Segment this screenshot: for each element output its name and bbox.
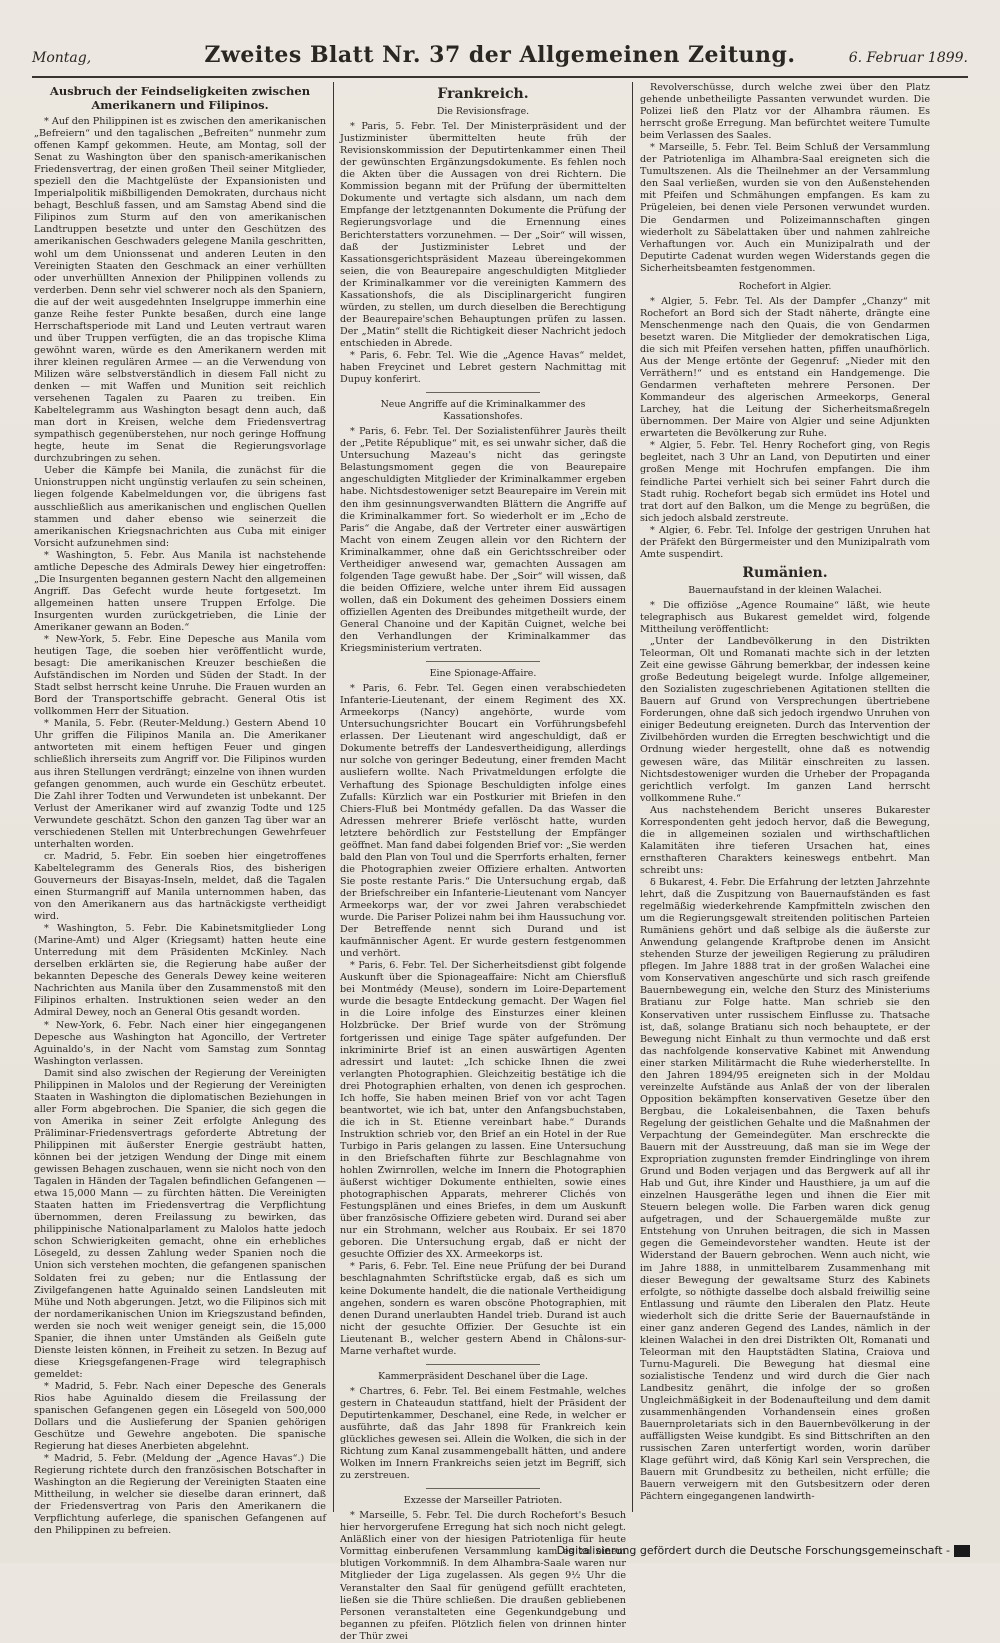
article-subheading: Eine Spionage-Affaire. (429, 668, 537, 680)
paragraph: Aus nachstehendem Bericht unseres Bukarester Korrespondenten geht jedoch hervor, daß die Bewegung, die in allgemeinen sozialen und wirthschaftlichen Kalamitäten ihre tieferen Ursachen hat, eines ernsthafteren Charakters keineswegs entbehrt. Man schreibt uns: (640, 804, 930, 876)
separator (426, 661, 540, 662)
credit-text: Digitalisierung gefördert durch die Deutsche Forschungsgemeinschaft - (556, 1544, 950, 1557)
paragraph: * Marseille, 5. Febr. Tel. Beim Schluß der Versammlung der Patriotenliga im Alhambra-Saal ereigneten sich die Tumultszenen. Als die Theilnehmer an der Versammlung den Saal verließen, wurden sie von den Außenstehenden mit Pfeifen und Schmähungen empfangen. Es kam zu Prügeleien, bei denen viele Personen verwundet wurden. Die Gendarmen und Polizeimannschaften gingen wiederholt zu Säbelattaken über und nahmen zahlreiche Verhaftungen vor. Auch ein Munizipalrath und der Deputirte Cadenat wurden wegen Widerstands gegen die Sicherheitsbeamten festgenommen. (640, 142, 930, 274)
paragraph: * Algier, 5. Febr. Tel. Als der Dampfer „Chanzy“ mit Rochefort an Bord sich der Stadt näherte, drängte eine Menschenmenge nach den Quais, die von Gendarmen besetzt waren. Die Mitglieder der demokratischen Liga, die sich mit Pfeifen versehen hatten, pfiffen unaufhörlich. Aus der Menge ertönte der Gegenruf: „Nieder mit den Verräthern!“ und es entstand ein Handgemenge. Die Gendarmen verhafteten mehrere Personen. Der Kommandeur des algerischen Armeekorps, General Larchey, hat die Leitung der Sicherheitsmaßregeln übernommen. Der Maire von Algier und seine Adjunkten erwarteten die Bevölkerung zur Ruhe. (640, 295, 930, 440)
section-heading: Rumänien. (742, 564, 828, 581)
paragraph: * Washington, 5. Febr. Aus Manila ist nachstehende amtliche Depesche des Admirals Dewey hier eingetroffen: „Die Insurgenten begannen gestern Nacht den allgemeinen Angriff. Das Gefecht wurde heute fortgesetzt. Im allgemeinen hatten unsere Truppen Erfolge. Die Insurgenten wurden zurückgetrieben, die Linie der Amerikaner gewann an Boden.“ (34, 549, 326, 633)
paragraph: * Algier, 5. Febr. Tel. Henry Rochefort ging, von Regis begleitet, nach 3 Uhr an Land, von Deputirten und einer großen Menge mit Hochrufen empfangen. Die ihm feindliche Partei verhielt sich bei seiner Fahrt durch die Stadt ruhig. Rochefort begab sich ermüdet ins Hotel und trat dort auf den Balkon, um die Menge zu begrüßen, die sich jedoch alsbald zerstreute. (640, 440, 930, 524)
article-subheading: Exzesse der Marseiller Patrioten. (403, 1495, 563, 1507)
column-right (640, 82, 930, 1512)
paragraph: δ Bukarest, 4. Febr. Die Erfahrung der letzten Jahrzehnte lehrt, daß die Zuspitzung von Bauernaufständen es fast regelmäßig wiederkehrende Kampfmitteln zwischen den um die Regierungsgewalt streitenden politischen Parteien Rumäniens gehört und daß selbige als die äußerste zur Anwendung gelangende Kraftprobe denen im Ansicht stehenden Sturze der jeweiligen Regierung zu präludiren pflegen. Im Jahre 1888 trat in der großen Walachei eine vom Konservativen angeschürte und sich rasch greifende Bauernbewegung ein, welche den Sturz des Ministeriums Bratianu zur Folge hatte. Man schrieb sie den Konservativen unter russischem Einflusse zu. Thatsache ist, daß, solange Bratianu sich noch behauptete, er der Bewegung nicht Einhalt zu thun vermochte und daß erst das nachfolgende konservative Kabinet mit Anwendung einer starken Militärmacht die Ruhe wiederherstellte. In den Jahren 1894/95 ereigneten sich in der Moldau vereinzelte Aufstände aus Anlaß der von der liberalen Opposition bekämpften konservativen Gesetze über den Bergbau, die Lokaleisenbahnen, die Taxen behufs Regelung der geistlichen Gehalte und die Maßnahmen der Verpachtung der Gemeindegüter. Man erschreckte die Bauern mit der Ausstreuung, daß man sie im Wege der Expropriation zugunsten fremder Eindringlinge von ihrem Grund und Boden verjagen und das Bergwerk auf all ihr Hab und Gut, ihre Kinder und Hausthiere, ja um auf die einzelnen Hausgeräthe legen und ihnen die Eier mit Steuern belegen wolle. Die Farben waren dick genug aufgetragen, und der Schauergemälde mußte zur Entstehung von Unruhen beitragen, die sich in Massen gegen die Gemeindevorsteher wandten. Heute ist der Widerstand der Bauern gebrochen. Wenn auch nicht, wie im Jahre 1888, in unmittelbarem Zusammenhang mit dieser Bewegung der gewaltsame Sturz des Kabinets erfolgte, so nöthigte dasselbe doch alsbald freiwillig seine Entlassung und räumte den Liberalen den Platz. Heute wiederholt sich die dritte Serie der Bauernaufstände in einer ganz anderen Gegend des Landes, nämlich in der kleinen Walachei in den drei Distrikten Olt, Romanati und Teleorman mit den Hauptstädten Slatina, Craiova und Turnu-Magureli. Die Bewegung hat diesmal eine sozialistische Tendenz und wird durch die Gier nach Landbesitz genährt, die infolge der so großen Ungleichmäßigkeit in der Bodenaufteilung und dem damit zusammenhängenden Vorhandensein eines großen Bauernproletariats sich in den Bauernbevölkerung in der auffälligsten Weise kundgibt. Es sind Bittschriften an den russischen Zaren unterfertigt worden, worin darüber Klage geführt wird, daß König Karl sein Versprechen, die Bauern mit Grundbesitz zu betheilen, nicht erfülle; die Bauern verweigern mit den Gutsbesitzern oder deren Pächtern eingegangenen landwirth- (640, 877, 930, 1503)
article-subheading: Neue Angriffe auf die Kriminalkammer des Kassationshofes. (380, 399, 586, 423)
paragraph: * Die offiziöse „Agence Roumaine“ läßt, wie heute telegraphisch aus Bukarest gemeldet wird, folgende Mittheilung veröffentlicht: (640, 599, 930, 636)
footer (0, 1540, 1000, 1562)
masthead-day: Montag, (32, 50, 92, 66)
paragraph: * Auf den Philippinen ist es zwischen den amerikanischen „Befreiern“ und den tagalischen „Befreiten“ nunmehr zum offenen Kampf gekommen. Heute, am Montag, soll der Senat zu Washington über den spanisch-amerikanischen Friedensvertrag, der einen großen Theil seiner Mitglieder, speziell den die Machtgelüste der Expansionisten und Imperialpolitik mißbilligenden Demokraten, durchaus nicht behagt, Beschluß fassen, und am Samstag Abend sind die Filipinos zum Sturm auf den von amerikanischen Landtruppen besetzte und unter den Geschützen des amerikanischen Geschwaders gelegene Manila geschritten, wohl um dem Unionssenat und anderen Leuten in den Vereinigten Staaten den Geschmack an einer verhüllten oder unverhüllten Annexion der Philippinen vollends zu verderben. Denn sehr viel schwerer noch als den Spaniern, die auf der weit ausgedehnten Inselgruppe immerhin eine ganze Reihe fester Punkte besaßen, durch eine lange Herrschaftsperiode mit Land und Leuten vertraut waren und über Truppen verfügten, die an das tropische Klima gewöhnt waren, würde es den Amerikanern werden mit ihrer kleinen regulären Armee — an die Verwendung von Milizen wäre selbstverständlich in diesem Fall nicht zu denken — mit Waffen und Munition seit reichlich versehenen Tagalen zu Paaren zu treiben. Ein Kabeltelegramm aus Washington besagt denn auch, daß man dort in Kreisen, welche dem Friedensvertrag sympathisch gegenüberstehen, nur noch geringe Hoffnung hegte, heute im Senat die Regierungsvorlage durchzubringen zu sehen. (34, 116, 326, 465)
digitization-credit (557, 1544, 970, 1557)
paragraph: * Manila, 5. Febr. (Reuter-Meldung.) Gestern Abend 10 Uhr griffen die Filipinos Manila an. Die Amerikaner antworteten mit einem heftigen Feuer und gingen schließlich ihrerseits zum Angriff vor. Die Filipinos wurden aus ihren Stellungen verdrängt; einzelne von ihnen wurden gefangen genommen, auch wurde ein Geschütz erbeutet. Die Zahl ihrer Todten und Verwundeten ist unbekannt. Der Verlust der Amerikaner wird auf zwanzig Todte und 125 Verwundete geschätzt. Schon den ganzen Tag über war an verschiedenen Stellen mit Unterbrechungen Gewehrfeuer unterhalten worden. (34, 718, 326, 850)
dfg-logo-icon (954, 1545, 970, 1557)
paragraph: * Washington, 5. Febr. Die Kabinetsmitglieder Long (Marine-Amt) und Alger (Kriegsamt) hatten heute eine Unterredung mit dem Präsidenten McKinley. Nach derselben erklärten sie, die Regierung habe außer der bekannten Depesche des Generals Dewey keine weiteren Nachrichten aus Manila über den Zusammenstoß mit den Filipinos erhalten. Instruktionen seien weder an den Admiral Dewey, noch an General Otis gesandt worden. (34, 923, 326, 1019)
article-subheading: Rochefort in Algier. (738, 280, 832, 292)
paragraph: Ueber die Kämpfe bei Manila, die zunächst für die Unionstruppen nicht ungünstig verlaufen zu sein scheinen, liegen folgende Kabelmeldungen vor, die übrigens fast ausschließlich aus amerikanischen und englischen Quellen stammen und daher ebenso wie seinerzeit die amerikanischen Kriegsnachrichten aus Cuba mit einiger Vorsicht aufzunehmen sind: (34, 465, 326, 549)
paragraph: „Unter der Landbevölkerung in den Distrikten Teleorman, Olt und Romanati machte sich in der letzten Zeit eine gewisse Gährung bemerkbar, der indessen keine große Bedeutung beigelegt wurde. Infolge allgemeiner, den Sozialisten zugeschriebenen Agitationen stellten die Bauern auf Grund von Versprechungen übertriebene Forderungen, ohne daß sich jedoch irgendwo Unruhen von einiger Bedeutung ereigneten. Durch das Intervention der Zivilbehörden wurden die Erregten beschwichtigt und die Ordnung wieder hergestellt, ohne daß es notwendig gewesen wäre, das Militär einschreiten zu lassen. Nichtsdestoweniger wurden die Urheber der Propaganda gerichtlich verfolgt. Im ganzen Land herrscht vollkommene Ruhe.“ (640, 636, 930, 804)
column-divider-1 (333, 82, 334, 1512)
separator (426, 1364, 540, 1365)
column-divider-2 (632, 82, 633, 1512)
article-body (34, 116, 326, 1538)
article-subheading: Kammerpräsident Deschanel über die Lage. (378, 1370, 588, 1382)
paragraph: * New-York, 5. Febr. Eine Depesche aus Manila vom heutigen Tage, die soeben hier veröffentlicht wurde, besagt: Die amerikanischen Kreuzer beschießen die Aufständischen im Norden und Süden der Stadt. In der Stadt selbst herrscht keine Unruhe. Die Frauen wurden an Bord der Transportschiffe gebracht. General Otis ist vollkommen Herr der Situation. (34, 634, 326, 718)
paragraph: * Chartres, 6. Febr. Tel. Bei einem Festmahle, welches gestern in Chateaudun stattfand, hielt der Präsident der Deputirtenkammer, Deschanel, eine Rede, in welcher er ausführte, daß das Jahr 1898 für Frankreich kein glückliches gewesen sei. Allein die Wolken, die sich in der Richtung zum Kanal zusammengeballt hätten, und andere Wolken im Innern Frankreichs seien jetzt im Begriff, sich zu zerstreuen. (340, 1385, 626, 1482)
paragraph: * Madrid, 5. Febr. Nach einer Depesche des Generals Rios habe Aguinaldo diesem die Freilassung der spanischen Gefangenen gegen ein Lösegeld von 500,000 Dollars und die Auslieferung der Spanien gehörigen Geschütze und Gewehre angeboten. Die spanische Regierung hat dieses Anerbieten abgelehnt. (34, 1380, 326, 1453)
masthead-title: Zweites Blatt Nr. 37 der Allgemeinen Zeitung. (204, 42, 796, 68)
paragraph: Revolverschüsse, durch welche zwei über den Platz gehende unbetheiligte Passanten verwundet wurden. Die Polizei ließ den Platz vor der Alhambra räumen. Es herrscht große Erregung. Man befürchtet weitere Tumulte beim Verlassen des Saales. (640, 82, 930, 142)
separator (426, 392, 540, 393)
paragraph: * Marseille, 5. Febr. Tel. Die durch Rochefort's Besuch hier hervorgerufene Erregung hat sich noch nicht gelegt. Anläßlich einer von der hiesigen Patriotenliga für heute Vormittag einberufenen Versammlung kam es zu einem blutigen Vorkommniß. In dem Alhambra-Saale waren nur Mitglieder der Liga zugelassen. Als gegen 9½ Uhr die Veranstalter den Saal für genügend gefüllt erachteten, ließen sie die Thüre schließen. Die draußen gebliebenen Personen veranstalteten eine Gegenkundgebung und begannen zu pfeifen. Plötzlich fielen von drinnen hinter der Thür zwei (340, 1510, 626, 1642)
paragraph: * Paris, 5. Febr. Tel. Der Ministerpräsident und der Justizminister übermittelten heute früh der Revisionskommission der Deputirtenkammer einen Theil der gewünschten Ergänzungsdokumente. Es fehlen noch die Akten über die Aussagen von drei Richtern. Die Kommission begann mit der Prüfung der übermittelten Dokumente und vertagte sich alsdann, um nach dem Empfange der letztgenannten Dokumente die Prüfung der Regierungsvorlage und die Ernennung eines Berichterstatters vorzunehmen. — Der „Soir“ will wissen, daß der Justizminister Lebret und der Kassationsgerichtspräsident Mazeau übereingekommen seien, die von Beaurepaire angeschuldigten Mitglieder der Kriminalkammer vor die vereinigten Kammern des Kassationshofs, die als Disciplinargericht fungiren würden, zu stellen, um durch dieselben die Berechtigung der Beaurepaire'schen Behauptungen prüfen zu lassen. Der „Matin“ stellt die Richtigkeit dieser Nachricht jedoch entschieden in Abrede. (340, 121, 626, 349)
masthead (32, 42, 968, 72)
paragraph: * Paris, 6. Febr. Tel. Der Sozialistenführer Jaurès theilt der „Petite République“ mit, es sei unwahr sicher, daß die Untersuchung Mazeau's nicht das geringste Belastungsmoment gegen die von Beaurepaire angeschuldigten Mitglieder der Kriminalkammer ergeben habe. Nichtsdestoweniger setzt Beaurepaire im Verein mit den ihm gesinnungsverwandten Blättern die Angriffe auf die Kriminalkammer fort. So wiederholt er im „Echo de Paris“ die Angabe, daß der Vertreter einer auswärtigen Macht von einem Zeugen allein vor den Richtern der Kriminalkammer, ohne daß ein Gerichtsschreiber oder Vertheidiger anwesend war, gemachten Aussagen am folgenden Tage gewußt habe. Der „Soir“ will wissen, daß die beiden Offiziere, welche unter ihrem Eid aussagen wollen, daß ein Dokument des geheimen Dossiers einem offiziellen Agenten des Dreibundes mitgetheilt wurde, der General Chanoine und der Kapitän Cuignet, welche bei den Verhandlungen der Kriminalkammer das Kriegsministerium vertraten. (340, 426, 626, 655)
paragraph: cr. Madrid, 5. Febr. Ein soeben hier eingetroffenes Kabeltelegramm des Generals Rios, des bisherigen Gouverneurs der Bisayas-Inseln, meldet, daß die Tagalen einen Sturmangriff auf Manila unternommen haben, das von den Amerikanern aus das hartnäckigste vertheidigt wird. (34, 850, 326, 923)
masthead-date: 6. Februar 1899. (848, 50, 968, 66)
article-subheading: Bauernaufstand in der kleinen Walachei. (688, 584, 882, 596)
separator (426, 1488, 540, 1489)
article-subheading: Die Revisionsfrage. (436, 106, 530, 118)
paragraph: * Paris, 6. Febr. Tel. Der Sicherheitsdienst gibt folgende Auskunft über die Spionageaffaire: Nicht am Chiersfluß bei Montmédy (Meuse), sondern im Loire-Departement wurde die besagte Entdeckung gemacht. Der Wagen fiel in die Loire infolge des Einsturzes einer kleinen Holzbrücke. Der Brief wurde von der Strömung fortgerissen und einige Tage später aufgefunden. Der inkriminirte Brief ist an einen auswärtigen Agenten adressirt und lautet: „Ich schicke Ihnen die zwei verlangten Photographien. Gleichzeitig bestätige ich die drei Photographien erhalten, von denen ich gesprochen. Ich hoffe, Sie haben meinen Brief von vor acht Tagen beantwortet, wie ich bat, unter den Anfangsbuchstaben, die ich in St. Etienne vereinbart habe.“ Durands Instruktion schrieb vor, den Brief an ein Hotel in der Rue Turbigo in Paris gelangen zu lassen. Eine Untersuchung in den Briefschaften führte zur Beschlagnahme von hohlen Zwirnrollen, welche im Innern die Photographien äußerst wichtiger Dokumente enthielten, sowie eines photographischen Apparats, mehrerer Clichés von Festungsplänen und eines Briefes, in dem um Auskunft über französische Offiziere gebeten wird. Durand sei aber nur ein Strohmann, welcher aus Roubaix. Er sei 1870 geboren. Die Untersuchung ergab, daß er nicht der gesuchte Offizier des XX. Armeekorps ist. (340, 960, 626, 1261)
paragraph: * Paris, 6. Febr. Tel. Wie die „Agence Havas“ meldet, haben Freycinet und Lebret gestern Nachmittag mit Dupuy konferirt. (340, 349, 626, 386)
paragraph: * Paris, 6. Febr. Tel. Eine neue Prüfung der bei Durand beschlagnahmten Schriftstücke ergab, daß es sich um keine Dokumente handelt, die die nationale Vertheidigung angehen, sondern es waren obscöne Photographien, mit denen Durand unerlaubten Handel trieb. Durand ist auch nicht der gesuchte Offizier. Der Gesuchte ist ein Lieutenant B., welcher gestern Abend in Châlons-sur-Marne verhaftet wurde. (340, 1261, 626, 1357)
paragraph: * New-York, 6. Febr. Nach einer hier eingegangenen Depesche aus Washington hat Agoncillo, der Vertreter Aguinaldo's, in der Nacht vom Samstag zum Sonntag Washington verlassen. (34, 1019, 326, 1067)
paragraph: Damit sind also zwischen der Regierung der Vereinigten Philippinen in Malolos und der Regierung der Vereinigten Staaten in Washington die diplomatischen Beziehungen in aller Form abgebrochen. Die Spanier, die sich gegen die von Amerika in seiner Zeit erfolgte Anlegung des Präliminar-Friedensvertrags geforderte Abtretung der Philippinen mit äußerster Energie gesträubt hatten, können bei der jetzigen Wendung der Dinge mit einem gewissen Behagen zuschauen, wenn sie nicht noch von den Tagalen in Händen der Tagalen befindlichen Gefangenen — etwa 15,000 Mann — zu fürchten hätten. Die Vereinigten Staaten hatten im Friedensvertrag die Verpflichtung übernommen, deren Freilassung zu bewirken, das philippinische Nationalparlament zu Malolos hatte jedoch schon Schwierigkeiten gemacht, ohne ein erhebliches Lösegeld, zu dessen Zahlung weder Spanien noch die Union sich verstehen mochten, die gefangenen spanischen Soldaten frei zu geben; nur die Entlassung der Zivilgefangenen hatte Aguinaldo seinen Landsleuten mit Mühe und Noth abgerungen. Jetzt, wo die Filipinos sich mit der nordamerikanischen Union im Kriegszustand befinden, werden sie noch weit weniger geneigt sein, die 15,000 Spanier, die ihnen unter Umständen als Geißeln gute Dienste leisten können, in Freiheit zu setzen. In Bezug auf diese Kriegsgefangenen-Frage wird telegraphisch gemeldet: (34, 1067, 326, 1380)
paragraph: * Madrid, 5. Febr. (Meldung der „Agence Havas“.) Die Regierung richtete durch den französischen Botschafter in Washington an die Regierung der Vereinigten Staaten eine Mittheilung, in welcher sie dieselbe daran erinnert, daß der Friedensvertrag von Paris den Amerikanern die Verpflichtung auferlege, die spanischen Gefangenen auf den Philippinen zu befreien. (34, 1453, 326, 1537)
column-left (34, 82, 326, 1537)
column-middle (340, 82, 626, 1642)
paragraph: * Algier, 6. Febr. Tel. Infolge der gestrigen Unruhen hat der Präfekt den Bürgermeister und den Munizipalrath vom Amte suspendirt. (640, 524, 930, 560)
masthead-rule (32, 76, 968, 78)
section-heading: Frankreich. (437, 86, 529, 102)
paragraph: * Paris, 6. Febr. Tel. Gegen einen verabschiedeten Infanterie-Lieutenant, der einem Regiment des XX. Armeekorps (Nancy) angehörte, wurde vom Untersuchungsrichter Boucart ein Vorführungsbefehl erlassen. Der Lieutenant wird angeschuldigt, daß er Dokumente betreffs der Landesvertheidigung, allerdings nur solche von geringer Bedeutung, einer fremden Macht ausliefern wollte. Nach Privatmeldungen erfolgte die Verhaftung des Spionage Beschuldigten infolge eines Zufalls: Kürzlich war ein Postkurier mit Briefen in den Chiers-Fluß bei Montmédy gefallen. Da das Wasser die Adressen mehrerer Briefe verlöscht hatte, wurden letztere behördlich zur Feststellung der Empfänger geöffnet. Man fand dabei folgenden Brief vor: „Sie werden bald den Plan von Toul und die Sperrforts erhalten, ferner die Photographien zweier Offiziere erhalten. Antworten Sie poste restante Paris.“ Die Untersuchung ergab, daß der Briefschreiber ein Infanterie-Lieutenant vom Nancyer Armeekorps war, der vor zwei Jahren verabschiedet wurde. Die Pariser Polizei nahm bei ihm Haussuchung vor. Der Betreffende nennt sich Durand und ist kaufmännischer Agent. Er wurde gestern festgenommen und verhört. (340, 683, 626, 960)
article-heading: Ausbruch der Feindseligkeiten zwischen Amerikanern und Filipinos. (49, 84, 311, 112)
